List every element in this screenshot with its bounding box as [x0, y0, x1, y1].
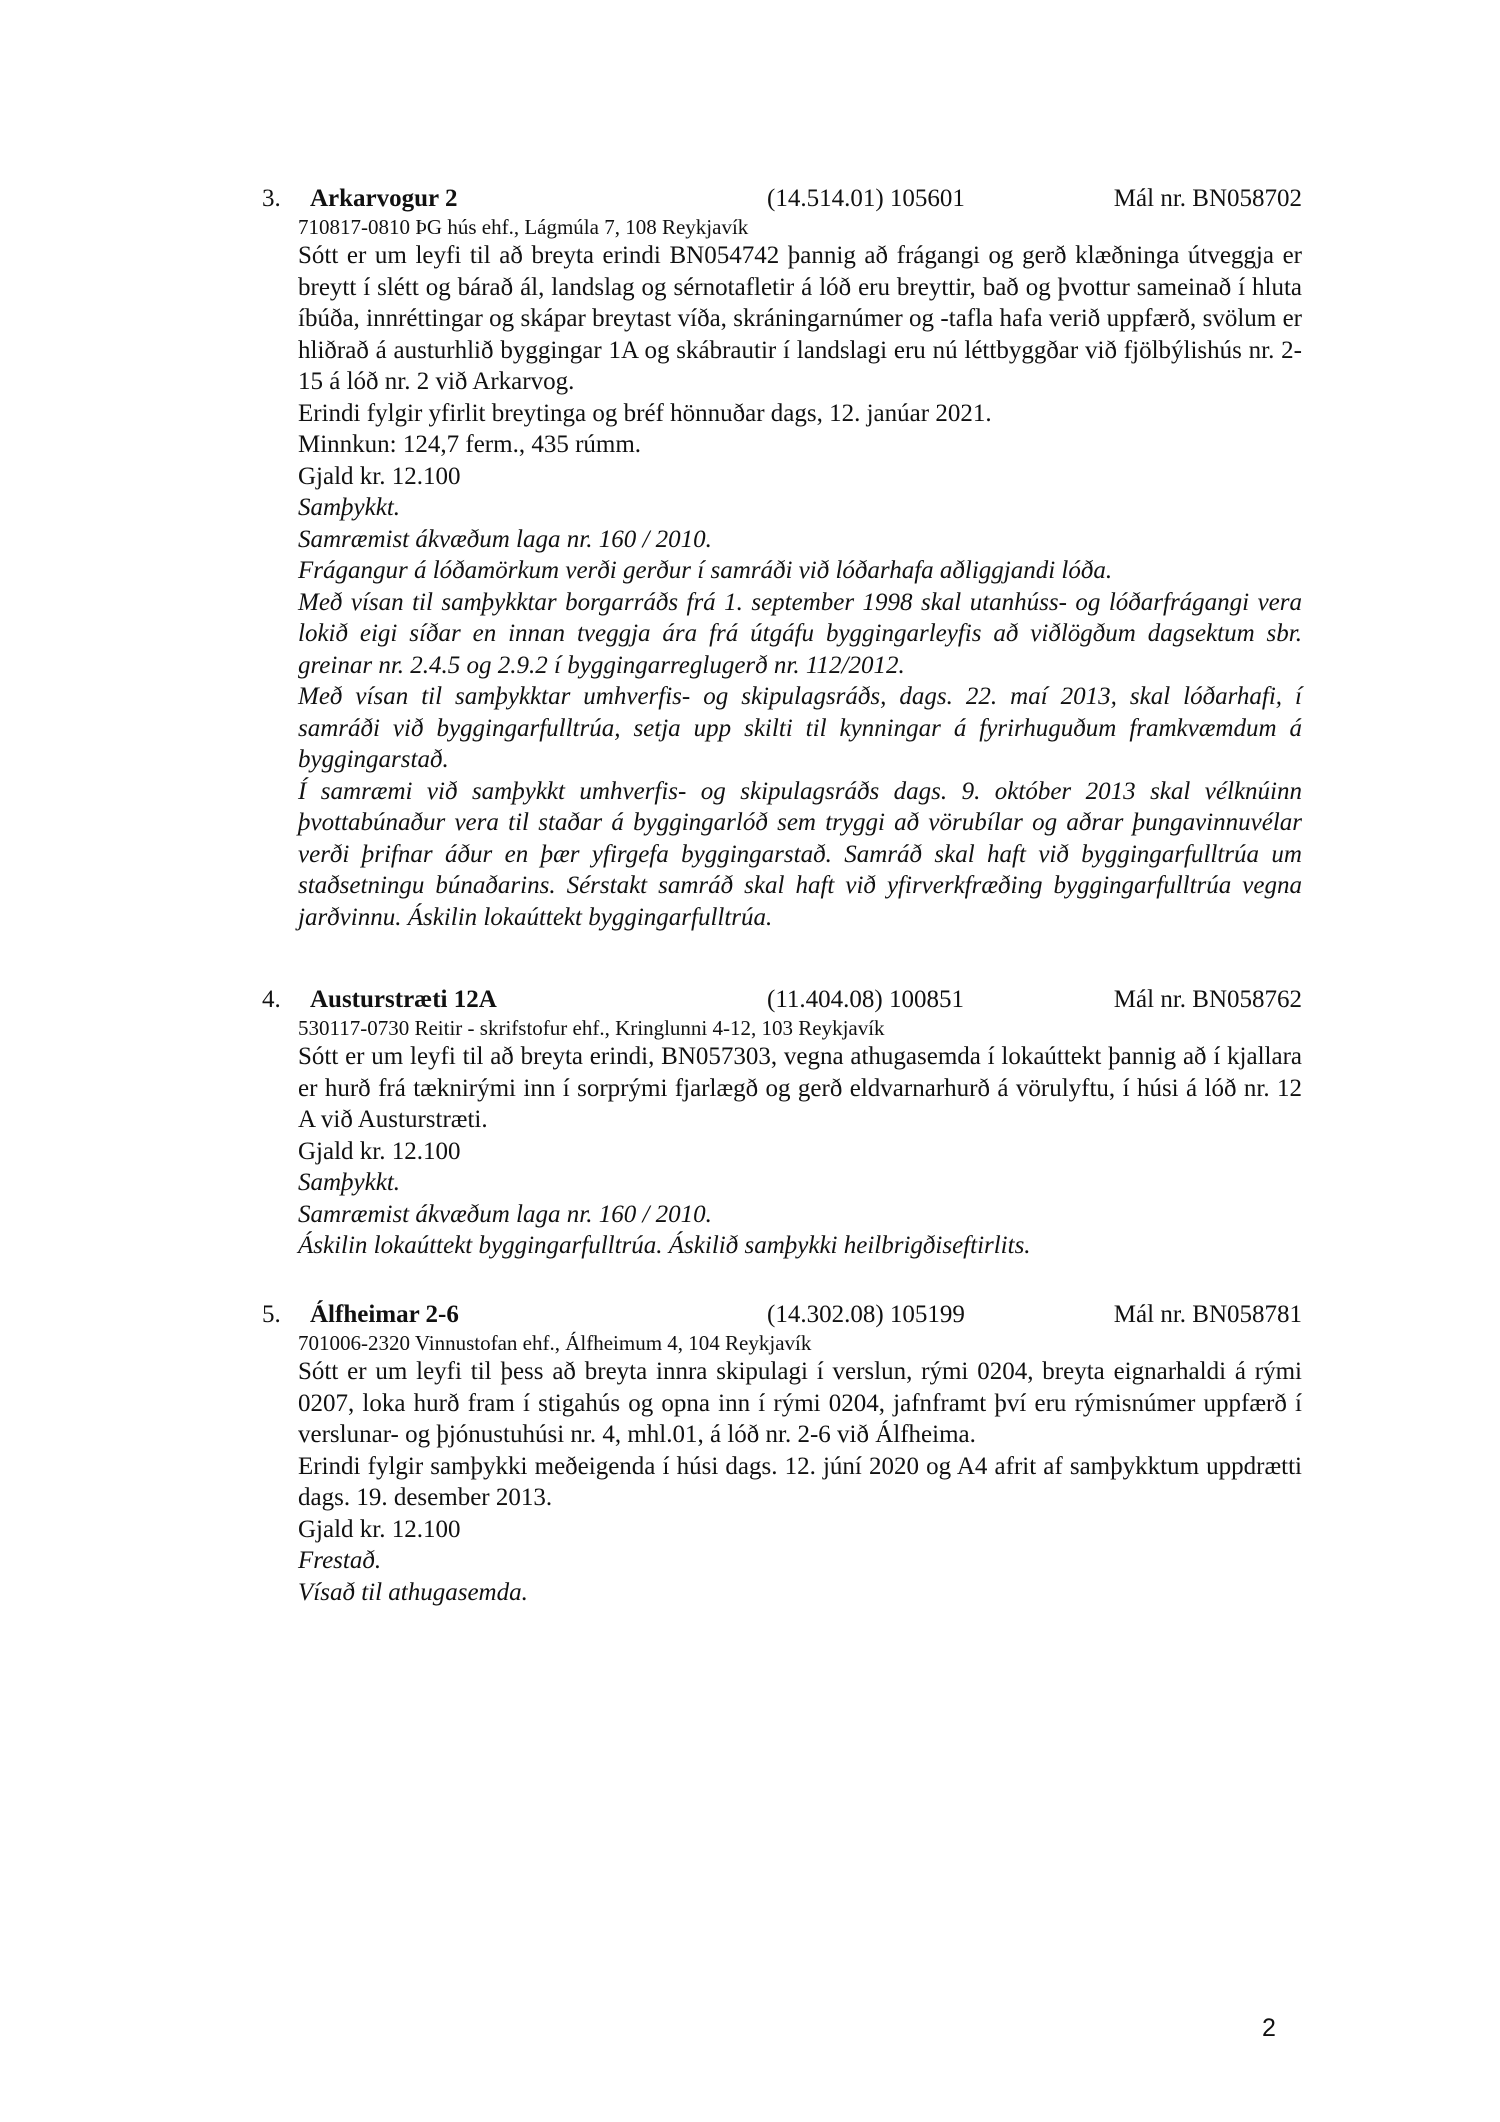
agenda-item-4	[262, 985, 1302, 1262]
description: Sótt er um leyfi til þess að breyta innra skipulagi í verslun, rými 0204, breyta eignarhaldi á rými 0207, loka hurð fram í stigahús og opna inn í rými 0204, jafnframt því eru rýmisnúmer uppfærð í verslunar- og þjónustuhúsi nr. 4, mhl.01, á lóð nr. 2-6 við Álfheima.	[298, 1358, 1302, 1448]
condition: Með vísan til samþykktar umhverfis- og skipulagsráðs, dags. 22. maí 2013, skal lóðarhafi, í samráði við byggingarfulltrúa, setja upp skilti til kynningar á fyrirhuguðum framkvæmdum á byggingarstað.	[298, 683, 1302, 773]
item-body	[298, 1015, 1302, 1262]
description: Sótt er um leyfi til að breyta erindi, BN057303, vegna athugasemda í lokaúttekt þannig að í kjallara er hurð frá tæknirými inn í sorprými fjarlægð og gerð eldvarnarhurð á vörulyftu, í húsi á lóð nr. 12 A við Austurstræti.	[298, 1043, 1302, 1133]
item-number: 4.	[262, 986, 281, 1013]
item-address: Arkarvogur 2	[310, 185, 458, 212]
agenda-item-5	[262, 1300, 1302, 1608]
decision: Frestað.	[298, 1547, 382, 1574]
item-header	[262, 184, 1302, 214]
applicant: 530117-0730 Reitir - skrifstofur ehf., Kringlunni 4-12, 103 Reykjavík	[298, 1016, 885, 1040]
condition: Frágangur á lóðamörkum verði gerður í samráði við lóðarhafa aðliggjandi lóða.	[298, 557, 1113, 584]
item-case-number: Mál nr. BN058702	[1113, 185, 1302, 212]
item-number: 3.	[262, 185, 281, 212]
condition: Samræmist ákvæðum laga nr. 160 / 2010.	[298, 1200, 712, 1228]
attachments: Erindi fylgir yfirlit breytinga og bréf hönnuðar dags, 12. janúar 2021.	[298, 399, 992, 427]
item-body	[298, 214, 1302, 933]
item-case-number: Mál nr. BN058762	[1113, 986, 1302, 1013]
agenda-item-3	[262, 184, 1302, 933]
condition: Áskilin lokaúttekt byggingarfulltrúa. Áskilið samþykki heilbrigðiseftirlits.	[298, 1232, 1031, 1259]
fee: Gjald kr. 12.100	[298, 1137, 461, 1165]
item-case-number: Mál nr. BN058781	[1113, 1301, 1302, 1328]
item-land-number: (14.514.01) 105601	[767, 185, 965, 212]
item-address: Álfheimar 2-6	[310, 1301, 459, 1328]
item-address: Austurstræti 12A	[310, 986, 497, 1013]
item-land-number: (14.302.08) 105199	[767, 1301, 965, 1328]
applicant: 710817-0810 ÞG hús ehf., Lágmúla 7, 108 Reykjavík	[298, 215, 749, 239]
item-number: 5.	[262, 1301, 281, 1328]
item-header	[262, 985, 1302, 1015]
applicant: 701006-2320 Vinnustofan ehf., Álfheimum 4, 104 Reykjavík	[298, 1331, 812, 1355]
item-body	[298, 1330, 1302, 1608]
fee: Gjald kr. 12.100	[298, 1515, 461, 1543]
page-number: 2	[1262, 2014, 1276, 2042]
condition: Samræmist ákvæðum laga nr. 160 / 2010.	[298, 525, 712, 553]
description: Sótt er um leyfi til að breyta erindi BN054742 þannig að frágangi og gerð klæðninga útveggja er breytt í slétt og bárað ál, landslag og sérnotafletir á lóð eru breyttir, bað og þvottur sameinað í hluta íbúða, innréttingar og skápar breytast víða, skráningarnúmer og -tafla hafa verið uppfærð, svölum er hliðrað á austurhlið byggingar 1A og skábrautir í landslagi eru nú léttbyggðar við fjölbýlishús nr. 2-15 á lóð nr. 2 við Arkarvog.	[298, 242, 1302, 395]
note: Vísað til athugasemda.	[298, 1578, 528, 1606]
reduction: Minnkun: 124,7 ferm., 435 rúmm.	[298, 431, 642, 458]
condition: Með vísan til samþykktar borgarráðs frá 1. september 1998 skal utanhúss- og lóðarfrágangi vera lokið eigi síðar en innan tveggja ára frá útgáfu byggingarleyfis að viðlögðum dagsektum sbr. greinar nr. 2.4.5 og 2.9.2 í byggingarreglugerð nr. 112/2012.	[298, 588, 1302, 679]
attachments: Erindi fylgir samþykki meðeigenda í húsi dags. 12. júní 2020 og A4 afrit af samþykktum uppdrætti dags. 19. desember 2013.	[298, 1452, 1302, 1511]
fee: Gjald kr. 12.100	[298, 462, 461, 490]
item-land-number: (11.404.08) 100851	[767, 986, 964, 1013]
decision: Samþykkt.	[298, 1169, 401, 1196]
item-header	[262, 1300, 1302, 1330]
condition: Í samræmi við samþykkt umhverfis- og skipulagsráðs dags. 9. október 2013 skal vélknúinn þvottabúnaður vera til staðar á byggingarlóð sem tryggi að vörubílar og aðrar þungavinnuvélar verði þrifnar áður en þær yfirgefa byggingarstað. Samráð skal haft við byggingarfulltrúa um staðsetningu búnaðarins. Sérstakt samráð skal haft við yfirverkfræðing byggingarfulltrúa vegna jarðvinnu. Áskilin lokaúttekt byggingarfulltrúa.	[298, 777, 1302, 931]
decision: Samþykkt.	[298, 494, 401, 521]
